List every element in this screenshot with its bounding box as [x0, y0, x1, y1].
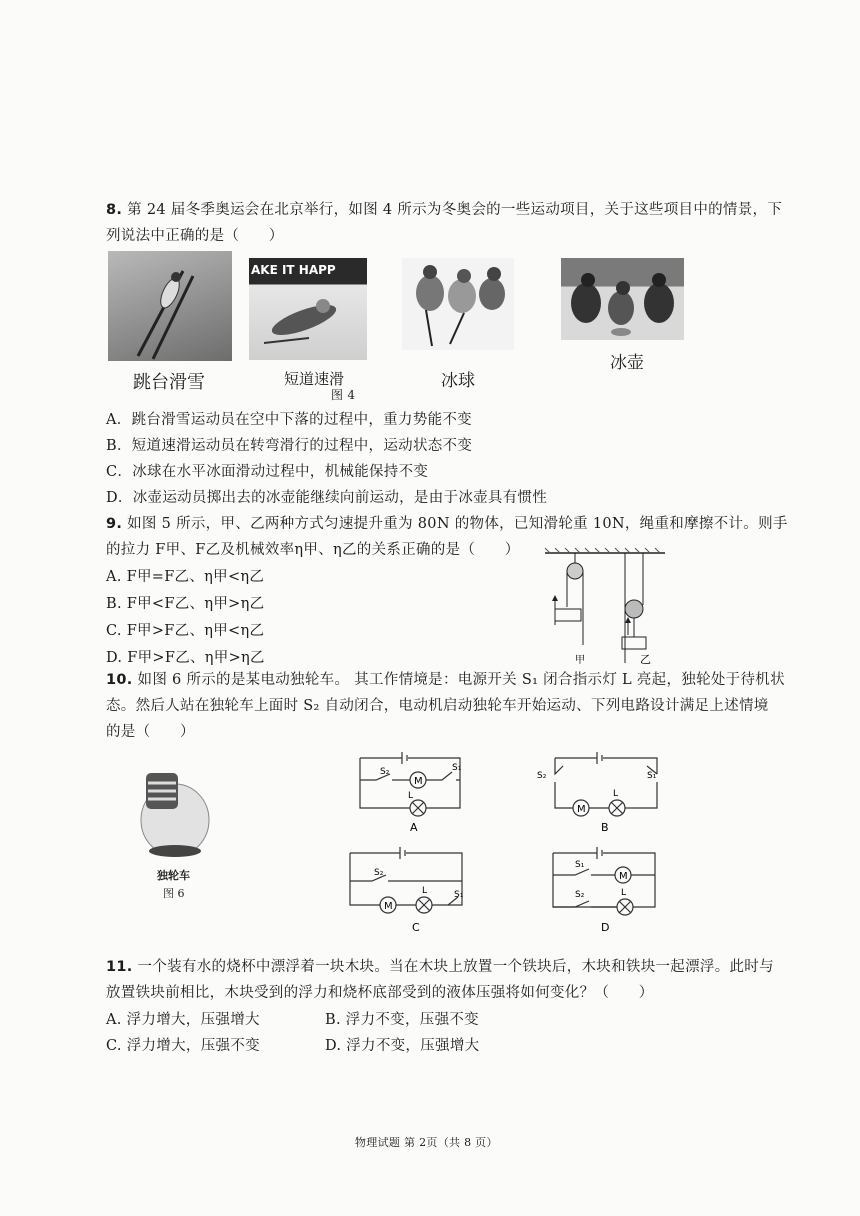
b-s2-label: S₂: [537, 771, 547, 781]
q11-option-b: B. 浮力不变，压强不变: [325, 1012, 479, 1028]
d-lamp-label: L: [621, 888, 627, 898]
q9-number: 9.: [106, 516, 123, 532]
q11-number: 11.: [106, 959, 133, 975]
b-lamp-label: L: [613, 789, 619, 799]
c-s1-label: S₁: [454, 890, 464, 900]
q8-stem-line1: [106, 200, 782, 220]
circuit-a[interactable]: [352, 748, 470, 836]
q9-stem-line1: [106, 514, 788, 534]
b-s1-label: S₁: [647, 771, 657, 781]
q10-stem-line3: 的是（ ）: [106, 724, 195, 740]
q10-stem-line2: 态。然后人站在独轮车上面时 S₂ 自动闭合，电动机启动独轮车开始运动、下列电路设计满足上述情境: [106, 698, 769, 714]
c-motor-label: M: [384, 901, 393, 912]
caption-ski-jump: 跳台滑雪: [133, 372, 205, 393]
q8-option-c: C．冰球在水平冰面滑动过程中，机械能保持不变: [106, 464, 429, 480]
banner-text: AKE IT HAPP: [251, 263, 336, 277]
q11-option-a: A. 浮力增大，压强增大: [106, 1012, 260, 1028]
page-footer: 物理试题 第 2页（共 8 页）: [355, 1136, 498, 1149]
d-motor-label: M: [619, 871, 628, 882]
label-jia: 甲: [575, 655, 585, 666]
d-s1-label: S₁: [575, 860, 585, 870]
q8-option-a: A．跳台滑雪运动员在空中下落的过程中，重力势能不变: [106, 412, 472, 428]
ice-hockey-photo: [402, 258, 514, 350]
q8-text1: 第 24 届冬季奥运会在北京举行，如图 4 所示为冬奥会的一些运动项目，关于这些项目中的情景，下: [127, 202, 783, 218]
caption-curling: 冰壶: [610, 353, 644, 373]
q11-option-d: D. 浮力不变，压强增大: [325, 1038, 480, 1054]
figure-4-label: 图 4: [331, 388, 356, 402]
a-s1-label: S₁: [452, 763, 462, 773]
q9-stem-line2: 的拉力 F甲、F乙及机械效率η甲、η乙的关系正确的是（ ）: [106, 542, 520, 558]
a-label: A: [410, 821, 418, 834]
b-motor-label: M: [577, 804, 586, 815]
figure-6-label: 图 6: [163, 887, 185, 900]
d-s2-label: S₂: [575, 890, 585, 900]
q10-number: 10.: [106, 672, 133, 688]
a-motor-label: M: [414, 776, 423, 787]
caption-ice-hockey: 冰球: [441, 371, 475, 391]
q9-option-b: B. F甲<F乙、η甲>η乙: [106, 596, 265, 612]
caption-short-track: 短道速滑: [284, 370, 345, 388]
ski-jump-photo: [108, 251, 232, 361]
c-s2-label: S₂: [374, 868, 384, 878]
curling-photo: [561, 258, 684, 340]
unicycle-image: [130, 765, 220, 860]
q9-option-c: C. F甲>F乙、η甲<η乙: [106, 623, 265, 639]
c-lamp-label: L: [422, 886, 428, 896]
q8-stem-line2: 列说法中正确的是（ ）: [106, 228, 284, 244]
q9-text1: 如图 5 所示，甲、乙两种方式匀速提升重为 80N 的物体，已知滑轮重 10N，绳重和摩擦不计。则手: [127, 516, 788, 532]
a-lamp-label: L: [408, 791, 414, 801]
label-yi: 乙: [640, 653, 651, 666]
q11-stem-line2: 放置铁块前相比，木块受到的浮力和烧杯底部受到的液体压强将如何变化？（ ）: [106, 985, 654, 1001]
q8-number: 8.: [106, 202, 123, 218]
c-label: C: [412, 921, 420, 934]
circuit-b[interactable]: [535, 748, 665, 836]
q11-text1: 一个装有水的烧杯中漂浮着一块木块。当在木块上放置一个铁块后，木块和铁块一起漂浮。此时与: [137, 959, 774, 975]
q11-option-c: C. 浮力增大，压强不变: [106, 1038, 260, 1054]
b-label: B: [601, 821, 609, 834]
a-s2-label: S₂: [380, 767, 390, 777]
circuit-d[interactable]: [545, 845, 665, 935]
q9-option-d: D. F甲>F乙、η甲>η乙: [106, 650, 265, 666]
q9-option-a: A. F甲=F乙、η甲<η乙: [106, 569, 265, 585]
q8-option-d: D．冰壶运动员掷出去的冰壶能继续向前运动，是由于冰壶具有惯性: [106, 490, 548, 506]
circuit-c[interactable]: [342, 845, 472, 935]
q10-stem-line1: [106, 670, 785, 690]
unicycle-caption: 独轮车: [157, 869, 190, 882]
q10-text1: 如图 6 所示的是某电动独轮车。 其工作情境是：电源开关 S₁ 闭合指示灯 L 亮起，独轮处于待机状: [137, 672, 785, 688]
d-label: D: [601, 921, 610, 934]
short-track-photo: [249, 258, 367, 360]
q8-option-b: B．短道速滑运动员在转弯滑行的过程中，运动状态不变: [106, 438, 473, 454]
pulley-figure: [540, 545, 670, 670]
q11-stem-line1: [106, 957, 774, 977]
